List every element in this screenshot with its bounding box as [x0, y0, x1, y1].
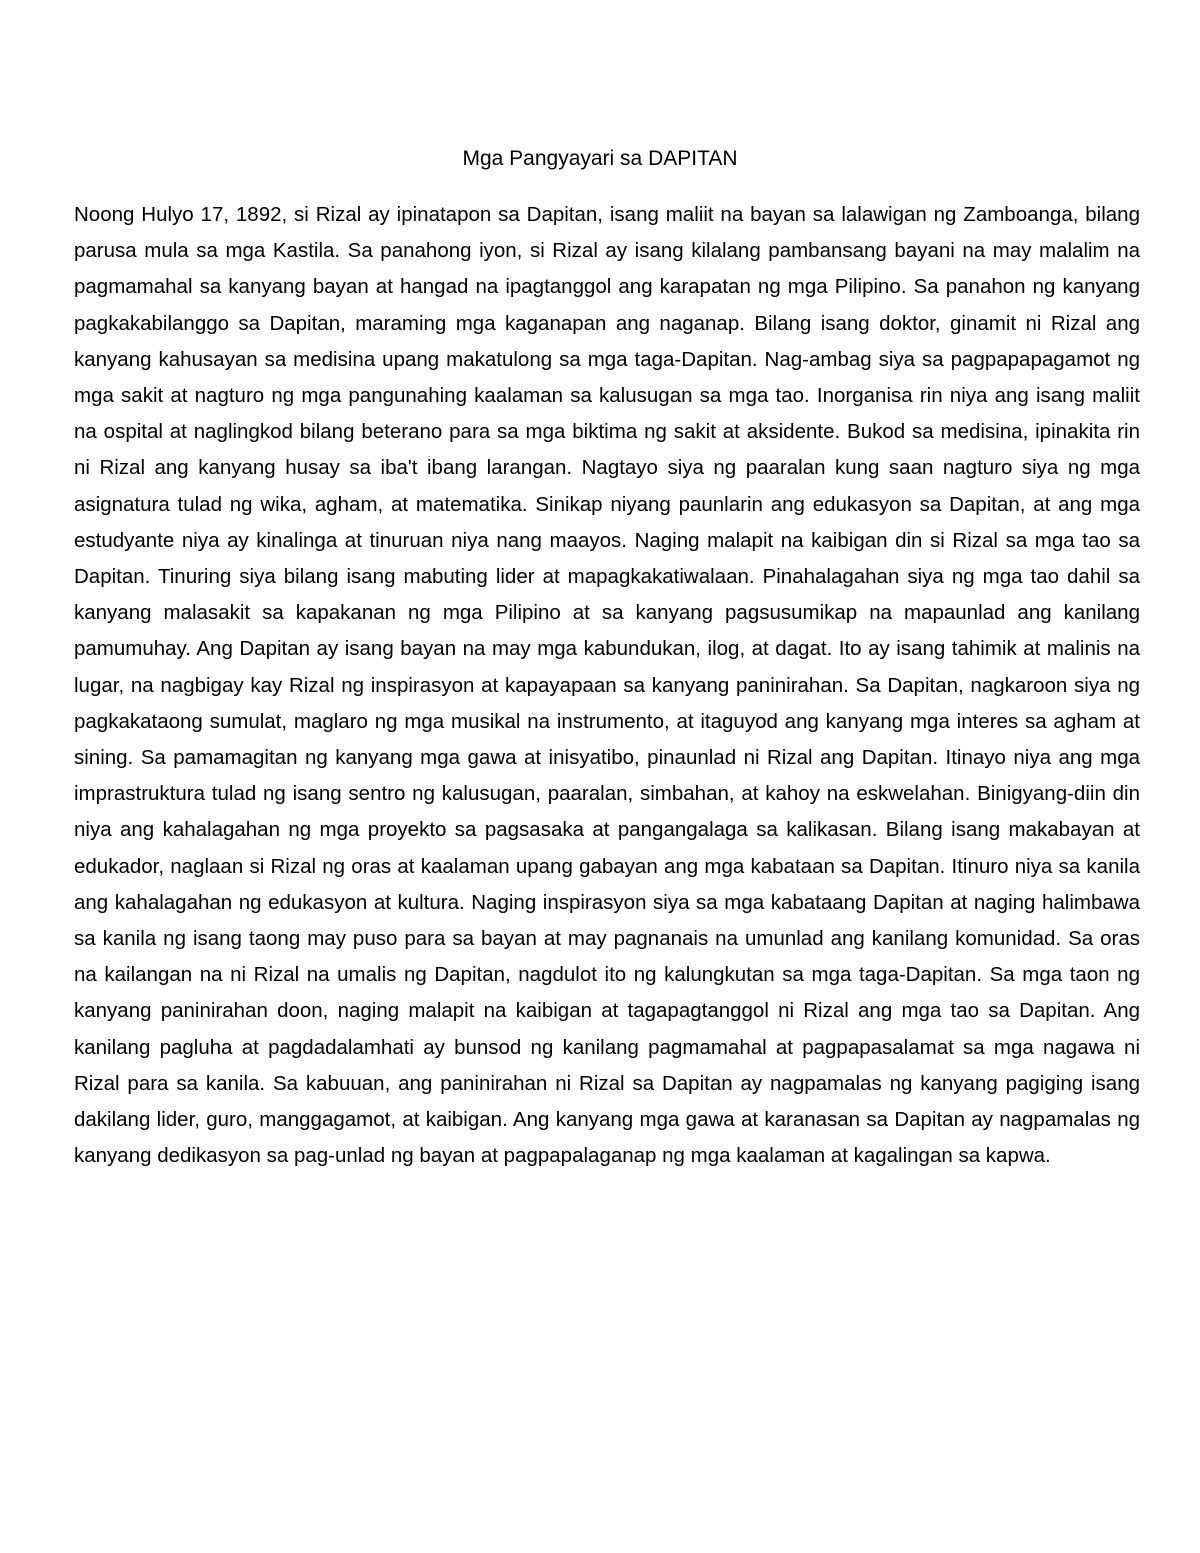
- document-title: Mga Pangyayari sa DAPITAN: [462, 147, 738, 170]
- document-paragraph: Noong Hulyo 17, 1892, si Rizal ay ipinatapon sa Dapitan, isang maliit na bayan sa lalawigan ng Zamboanga, bilang parusa mula sa mga Kastila. Sa panahong iyon, si Rizal ay isang kilalang pambansang bayani na may malalim na pagmamahal sa kanyang bayan at hangad na ipagtanggol ang karapatan ng mga Pilipino. Sa panahon ng kanyang pagkakabilanggo sa Dapitan, maraming mga kaganapan ang naganap. Bilang isang doktor, ginamit ni Rizal ang kanyang kahusayan sa medisina upang makatulong sa mga taga-Dapitan. Nag-ambag siya sa pagpapapagamot ng mga sakit at nagturo ng mga pangunahing kaalaman sa kalusugan sa mga tao. Inorganisa rin niya ang isang maliit na ospital at naglingkod bilang beterano para sa mga biktima ng sakit at aksidente. Bukod sa medisina, ipinakita rin ni Rizal ang kanyang husay sa iba't ibang larangan. Nagtayo siya ng paaralan kung saan nagturo siya ng mga asignatura tulad ng wika, agham, at matematika. Sinikap niyang paunlarin ang edukasyon sa Dapitan, at ang mga estudyante niya ay kinalinga at tinuruan niya nang maayos. Naging malapit na kaibigan din si Rizal sa mga tao sa Dapitan. Tinuring siya bilang isang mabuting lider at mapagkakatiwalaan. Pinahalagahan siya ng mga tao dahil sa kanyang malasakit sa kapakanan ng mga Pilipino at sa kanyang pagsusumikap na mapaunlad ang kanilang pamumuhay. Ang Dapitan ay isang bayan na may mga kabundukan, ilog, at dagat. Ito ay isang tahimik at malinis na lugar, na nagbigay kay Rizal ng inspirasyon at kapayapaan sa kanyang paninirahan. Sa Dapitan, nagkaroon siya ng pagkakataong sumulat, maglaro ng mga musikal na instrumento, at itaguyod ang kanyang mga interes sa agham at sining. Sa pamamagitan ng kanyang mga gawa at inisyatibo, pinaunlad ni Rizal ang Dapitan. Itinayo niya ang mga imprastruktura tulad ng isang sentro ng kalusugan, paaralan, simbahan, at kahoy na eskwelahan. Binigyang-diin din niya ang kahalagahan ng mga proyekto sa pagsasaka at pangangalaga sa kalikasan. Bilang isang makabayan at edukador, naglaan si Rizal ng oras at kaalaman upang gabayan ang mga kabataan sa Dapitan. Itinuro niya sa kanila ang kahalagahan ng edukasyon at kultura. Naging inspirasyon siya sa mga kabataang Dapitan at naging halimbawa sa kanila ng isang taong may puso para sa bayan at may pagnanais na umunlad ang kanilang komunidad. Sa oras na kailangan na ni Rizal na umalis ng Dapitan, nagdulot ito ng kalungkutan sa mga taga-Dapitan. Sa mga taon ng kanyang paninirahan doon, naging malapit na kaibigan at tagapagtanggol ni Rizal ang mga tao sa Dapitan. Ang kanilang pagluha at pagdadalamhati ay bunsod ng kanilang pagmamahal at pagpapasalamat sa mga nagawa ni Rizal para sa kanila. Sa kabuuan, ang paninirahan ni Rizal sa Dapitan ay nagpamalas ng kanyang pagiging isang dakilang lider, guro, manggagamot, at kaibigan. Ang kanyang mga gawa at karanasan sa Dapitan ay nagpamalas ng kanyang dedikasyon sa pag-unlad ng bayan at pagpapalaganap ng mga kaalaman at kagalingan sa kapwa.: [74, 203, 1140, 1168]
